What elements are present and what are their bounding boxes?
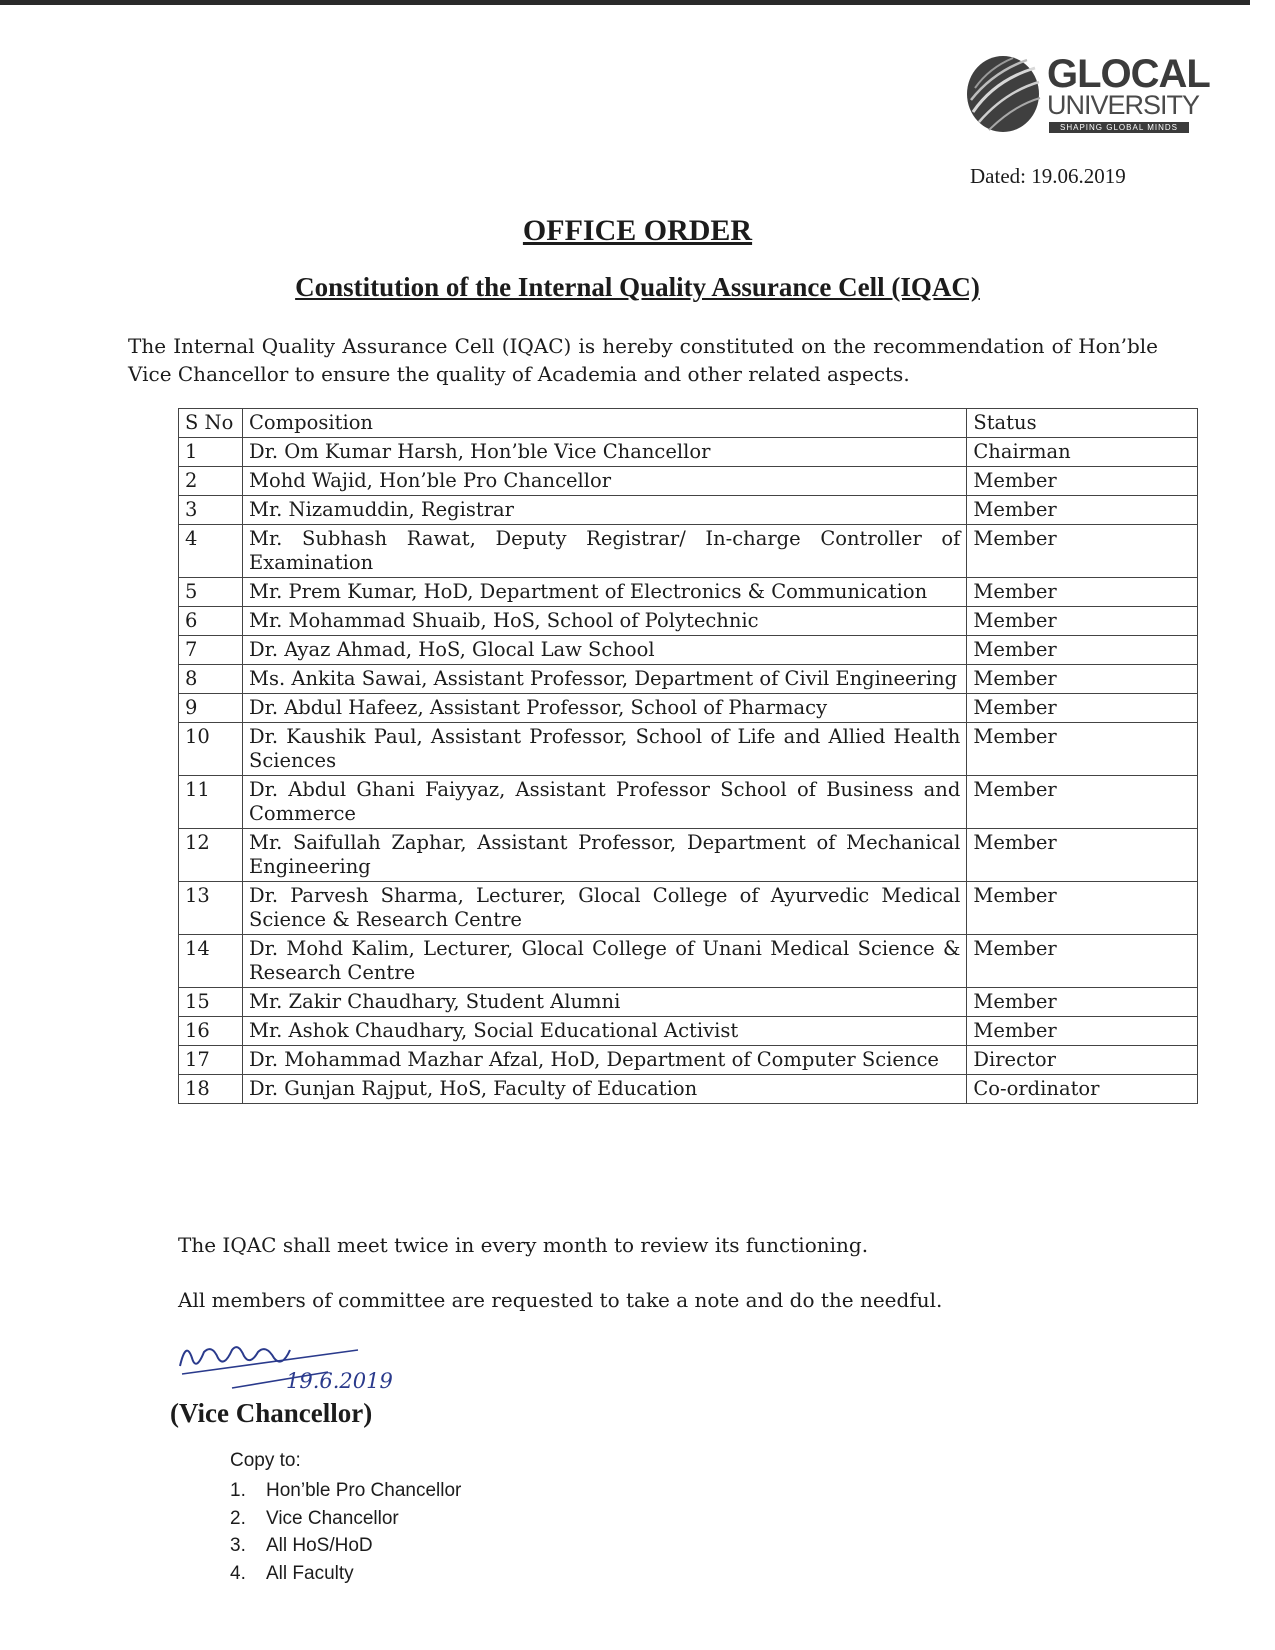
- table-row: [179, 694, 1198, 723]
- row-status: Member: [967, 607, 1198, 636]
- row-composition: Mr. Ashok Chaudhary, Social Educational Activist: [243, 1017, 967, 1046]
- globe-emblem-icon: [965, 50, 1043, 138]
- table-row: [179, 525, 1198, 578]
- signatory-designation: (Vice Chancellor): [170, 1398, 373, 1428]
- row-sno: 2: [179, 467, 243, 496]
- row-status: Member: [967, 665, 1198, 694]
- copy-to-item-number: 2.: [230, 1507, 246, 1529]
- table-row: [179, 636, 1198, 665]
- logo-subname: UNIVERSITY: [1047, 90, 1200, 120]
- copy-to-item-text: Hon’ble Pro Chancellor: [266, 1480, 462, 1501]
- row-sno: 13: [179, 882, 243, 935]
- row-composition: Dr. Mohd Kalim, Lecturer, Glocal College of Unani Medical Science & Research Centre: [243, 935, 967, 988]
- table-row: [179, 1075, 1198, 1104]
- university-logo: [965, 50, 1210, 140]
- table-row: [179, 578, 1198, 607]
- copy-to-item: [230, 1477, 461, 1505]
- row-composition: Mr. Subhash Rawat, Deputy Registrar/ In-charge Controller of Examination: [243, 525, 967, 578]
- document-title: OFFICE ORDER: [522, 214, 753, 247]
- row-status: Member: [967, 935, 1198, 988]
- table-row: [179, 829, 1198, 882]
- row-status: Member: [967, 1017, 1198, 1046]
- row-composition: Dr. Kaushik Paul, Assistant Professor, School of Life and Allied Health Sciences: [243, 723, 967, 776]
- row-status: Member: [967, 578, 1198, 607]
- order-date: Dated: 19.06.2019: [970, 164, 1126, 188]
- table-row: [179, 723, 1198, 776]
- row-status: Member: [967, 636, 1198, 665]
- table-row: [179, 467, 1198, 496]
- copy-to-item: [230, 1560, 461, 1588]
- row-status: Member: [967, 776, 1198, 829]
- signature-date: 19.6.2019: [286, 1369, 393, 1393]
- iqac-composition-table: [178, 408, 1198, 1104]
- row-sno: 15: [179, 988, 243, 1017]
- row-composition: Dr. Mohammad Mazhar Afzal, HoD, Department of Computer Science: [243, 1046, 967, 1075]
- row-status: Member: [967, 988, 1198, 1017]
- row-status: Member: [967, 467, 1198, 496]
- table-row: [179, 665, 1198, 694]
- copy-to-item: [230, 1532, 461, 1560]
- row-composition: Dr. Abdul Ghani Faiyyaz, Assistant Professor School of Business and Commerce: [243, 776, 967, 829]
- row-status: Co-ordinator: [967, 1075, 1198, 1104]
- row-sno: 5: [179, 578, 243, 607]
- table-row: [179, 496, 1198, 525]
- header-sno: S No: [179, 409, 243, 438]
- copy-to-item-text: Vice Chancellor: [266, 1507, 399, 1529]
- row-status: Member: [967, 829, 1198, 882]
- row-status: Member: [967, 496, 1198, 525]
- copy-to-list: [230, 1477, 461, 1587]
- table-row: [179, 776, 1198, 829]
- intro-paragraph: The Internal Quality Assurance Cell (IQAC) is hereby constituted on the recommendation of Hon’ble Vice Chancellor to ensure the quality of Academia and other related aspects.: [128, 334, 1158, 386]
- row-sno: 11: [179, 776, 243, 829]
- row-composition: Ms. Ankita Sawai, Assistant Professor, Department of Civil Engineering: [243, 665, 967, 694]
- row-composition: Dr. Om Kumar Harsh, Hon’ble Vice Chancellor: [243, 438, 967, 467]
- copy-to-item-text: All Faculty: [266, 1562, 354, 1584]
- copy-to-label: Copy to:: [230, 1450, 301, 1471]
- row-sno: 8: [179, 665, 243, 694]
- row-composition: Dr. Ayaz Ahmad, HoS, Glocal Law School: [243, 636, 967, 665]
- row-sno: 12: [179, 829, 243, 882]
- handwritten-signature: [178, 1328, 418, 1398]
- table-row: [179, 607, 1198, 636]
- row-status: Member: [967, 882, 1198, 935]
- row-sno: 18: [179, 1075, 243, 1104]
- row-sno: 1: [179, 438, 243, 467]
- table-row: [179, 935, 1198, 988]
- logo-name: GLOCAL: [1047, 52, 1210, 96]
- row-status: Chairman: [967, 438, 1198, 467]
- row-composition: Mr. Nizamuddin, Registrar: [243, 496, 967, 525]
- row-composition: Mr. Mohammad Shuaib, HoS, School of Polytechnic: [243, 607, 967, 636]
- copy-to-item-number: 3.: [230, 1535, 246, 1556]
- row-sno: 7: [179, 636, 243, 665]
- row-composition: Mr. Zakir Chaudhary, Student Alumni: [243, 988, 967, 1017]
- header-status: Status: [967, 409, 1198, 438]
- copy-to-item-number: 1.: [230, 1480, 246, 1501]
- row-composition: Mr. Saifullah Zaphar, Assistant Professor, Department of Mechanical Engineering: [243, 829, 967, 882]
- row-sno: 16: [179, 1017, 243, 1046]
- copy-to-item: [230, 1505, 461, 1533]
- table-row: [179, 882, 1198, 935]
- table-row: [179, 1046, 1198, 1075]
- row-composition: Mohd Wajid, Hon’ble Pro Chancellor: [243, 467, 967, 496]
- row-composition: Dr. Parvesh Sharma, Lecturer, Glocal College of Ayurvedic Medical Science & Research Centre: [243, 882, 967, 935]
- scan-top-edge: [0, 0, 1250, 5]
- table-row: [179, 988, 1198, 1017]
- row-composition: Dr. Gunjan Rajput, HoS, Faculty of Education: [243, 1075, 967, 1104]
- row-sno: 6: [179, 607, 243, 636]
- table-row: [179, 1017, 1198, 1046]
- copy-to-item-text: All HoS/HoD: [266, 1535, 373, 1556]
- logo-tagline: SHAPING GLOBAL MINDS: [1049, 122, 1189, 133]
- row-status: Member: [967, 525, 1198, 578]
- row-sno: 9: [179, 694, 243, 723]
- document-subtitle: Constitution of the Internal Quality Assurance Cell (IQAC): [295, 272, 980, 302]
- table-header-row: [179, 409, 1198, 438]
- row-sno: 4: [179, 525, 243, 578]
- copy-to-item-number: 4.: [230, 1562, 246, 1584]
- row-sno: 14: [179, 935, 243, 988]
- row-status: Director: [967, 1046, 1198, 1075]
- row-sno: 10: [179, 723, 243, 776]
- row-sno: 17: [179, 1046, 243, 1075]
- table-row: [179, 438, 1198, 467]
- row-status: Member: [967, 694, 1198, 723]
- meeting-note: The IQAC shall meet twice in every month to review its functioning.: [178, 1233, 869, 1257]
- header-composition: Composition: [243, 409, 967, 438]
- row-sno: 3: [179, 496, 243, 525]
- instruction-note: All members of committee are requested to take a note and do the needful.: [178, 1288, 943, 1312]
- row-composition: Mr. Prem Kumar, HoD, Department of Electronics & Communication: [243, 578, 967, 607]
- row-composition: Dr. Abdul Hafeez, Assistant Professor, School of Pharmacy: [243, 694, 967, 723]
- row-status: Member: [967, 723, 1198, 776]
